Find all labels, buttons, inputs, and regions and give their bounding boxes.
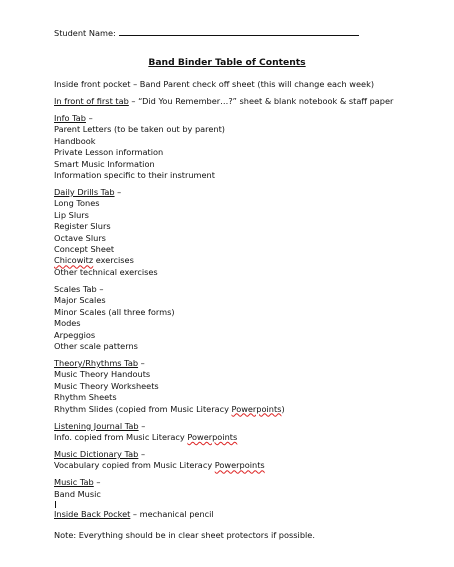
section-heading: Music Tab — [54, 477, 94, 488]
spellcheck-word: Powerpoints — [231, 403, 282, 414]
list-item: Modes — [54, 318, 81, 329]
student-name-field — [54, 26, 359, 39]
footer-note: Note: Everything should be in clear sheet protectors if possible. — [54, 529, 315, 540]
heading-dash: – — [96, 283, 104, 294]
section-listening-journal-tab — [54, 421, 434, 444]
list-item: Music Theory Worksheets — [54, 380, 159, 391]
list-item: Private Lesson information — [54, 147, 164, 158]
list-item-text: Rhythm Slides (copied from Music Literacy — [54, 403, 232, 414]
spellcheck-word: Powerpoints — [214, 460, 265, 471]
inside-front-pocket — [54, 79, 434, 90]
list-item: Smart Music Information — [54, 158, 155, 169]
section-info-tab — [54, 113, 434, 181]
section-heading: Listening Journal Tab — [54, 420, 139, 431]
back-pocket-label: Inside Back Pocket — [54, 509, 131, 520]
list-item: Parent Letters (to be taken out by parent) — [54, 124, 226, 135]
spellcheck-word: Chicowitz — [54, 255, 94, 266]
front-of-first-tab-label: In front of first tab — [54, 96, 129, 106]
list-item: Register Slurs — [54, 221, 111, 232]
list-item — [54, 404, 434, 415]
section-scales-tab — [54, 284, 434, 352]
section-heading: Theory/Rhythms Tab — [54, 357, 139, 368]
front-of-first-tab-text: – “Did You Remember…?” sheet & blank notebook & staff paper — [128, 96, 394, 106]
list-item — [54, 255, 434, 266]
list-item: Band Music — [54, 488, 101, 499]
list-item: Rhythm Sheets — [54, 392, 117, 403]
heading-dash: – — [93, 477, 101, 488]
heading-dash: – — [138, 357, 145, 368]
section-heading: Scales Tab — [54, 283, 97, 294]
heading-dash: – — [85, 113, 93, 123]
page-title — [0, 57, 454, 68]
list-item: Handbook — [54, 135, 96, 146]
section-heading: Daily Drills Tab — [54, 187, 115, 198]
student-name-label: Student Name: — [54, 28, 116, 38]
list-item: Minor Scales (all three forms) — [54, 306, 175, 317]
list-item — [54, 432, 434, 443]
heading-dash: – — [138, 420, 146, 431]
list-item — [54, 509, 434, 520]
inside-front-pocket-label: Inside front pocket — [54, 79, 131, 89]
heading-dash: – — [138, 448, 146, 459]
section-heading: Info Tab — [54, 113, 86, 123]
list-item: Arpeggios — [54, 329, 96, 340]
list-item: Concept Sheet — [54, 244, 115, 255]
front-of-first-tab — [54, 96, 434, 107]
list-item: Information specific to their instrument — [54, 170, 215, 181]
list-item: Major Scales — [54, 295, 106, 306]
spellcheck-word: Powerpoints — [187, 431, 238, 442]
list-item: Other technical exercises — [54, 266, 158, 277]
back-pocket-text: – mechanical pencil — [130, 509, 214, 520]
heading-dash: – — [114, 187, 122, 198]
student-name-blank — [119, 26, 359, 36]
list-item: Lip Slurs — [54, 209, 89, 220]
list-item: Other scale patterns — [54, 340, 138, 351]
list-item: Long Tones — [54, 198, 100, 209]
list-item — [54, 460, 434, 471]
inside-front-pocket-text: – Band Parent check off sheet (this will change each week) — [130, 79, 375, 89]
text-cursor — [55, 501, 56, 508]
page-title-text: Band Binder Table of Contents — [148, 57, 306, 68]
list-item: Music Theory Handouts — [54, 369, 151, 380]
list-item-text: ) — [281, 403, 285, 414]
list-item: Octave Slurs — [54, 232, 106, 243]
section-music-dictionary-tab — [54, 449, 434, 472]
section-music-tab — [54, 477, 434, 520]
section-theory-rhythms-tab — [54, 358, 434, 415]
section-daily-drills-tab — [54, 187, 434, 278]
section-heading: Music Dictionary Tab — [54, 448, 139, 459]
list-item-text: exercises — [93, 255, 134, 266]
table-of-contents — [54, 79, 434, 541]
list-item-text: Vocabulary copied from Music Literacy — [54, 460, 215, 471]
list-item-text: Info. copied from Music Literacy — [54, 431, 188, 442]
